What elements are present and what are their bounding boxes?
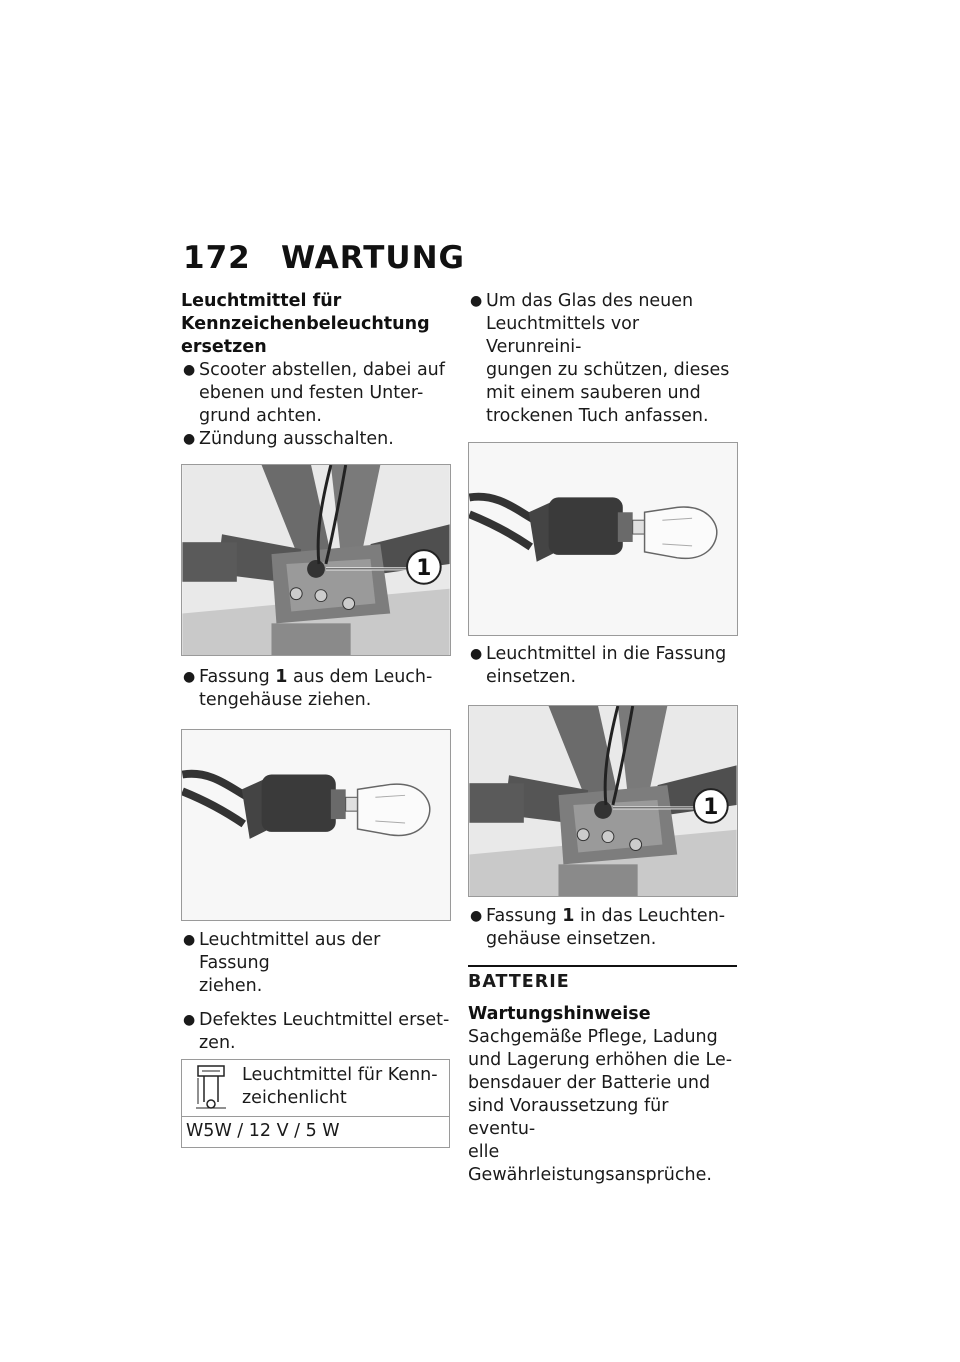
bulb-spec-icon [192,1064,232,1110]
bullet-item: ● Leuchtmittel aus der Fassung ziehen. [183,930,381,996]
page-header [183,240,465,276]
figure-lamp-housing [181,464,451,656]
section-subheading: Wartungshinweise [468,1004,651,1024]
bullet-item: ● Fassung 1 in das Leuchten- gehäuse einsetzen. [470,906,726,949]
section-subheading: Leuchtmittel für Kennzeichenbeleuchtung ersetzen [181,291,430,357]
bulb-socket-illustration [469,443,737,635]
section-title: BATTERIE [468,972,570,992]
paragraph: Sachgemäße Pflege, Ladung und Lagerung erhöhen die Le- bensdauer der Batterie und sind Voraussetzung für eventu- elle Gewährleistungsansprüche. [468,1027,733,1185]
spec-value: W5W / 12 V / 5 W [186,1121,340,1141]
figure-callout-1: 1 [416,555,432,581]
figure-lamp-housing [468,705,738,897]
spec-table [181,1059,450,1148]
spec-table-header [182,1060,449,1117]
lamp-housing-illustration [182,465,450,655]
bulb-socket-illustration [182,730,450,920]
bullet-item: ● Leuchtmittel in die Fassung einsetzen. [470,644,727,687]
chapter-title: WARTUNG [281,240,465,276]
section-divider [468,965,737,967]
bullet-item: ● Um das Glas des neuen Leuchtmittels vor Verunreini- gungen zu schützen, dieses mit einem sauberen und trockenen Tuch anfassen. [470,291,730,426]
page-number: 172 [183,240,251,276]
figure-bulb-removal [181,729,451,921]
bullet-item: ● Scooter abstellen, dabei auf ebenen und festen Unter- grund achten. [183,360,445,426]
left-column [181,290,451,1148]
bullet-item: ● Zündung ausschalten. [183,429,394,449]
bullet-item: ● Fassung 1 aus dem Leuch- tengehäuse ziehen. [183,667,433,710]
lamp-housing-illustration [469,706,737,896]
figure-bulb-holding [468,442,738,636]
figure-callout-1: 1 [703,794,719,820]
bullet-item: ● Defektes Leuchtmittel erset- zen. [183,1010,450,1053]
spec-label: Leuchtmittel für Kenn- zeichenlicht [242,1065,438,1108]
right-column [468,290,738,1187]
